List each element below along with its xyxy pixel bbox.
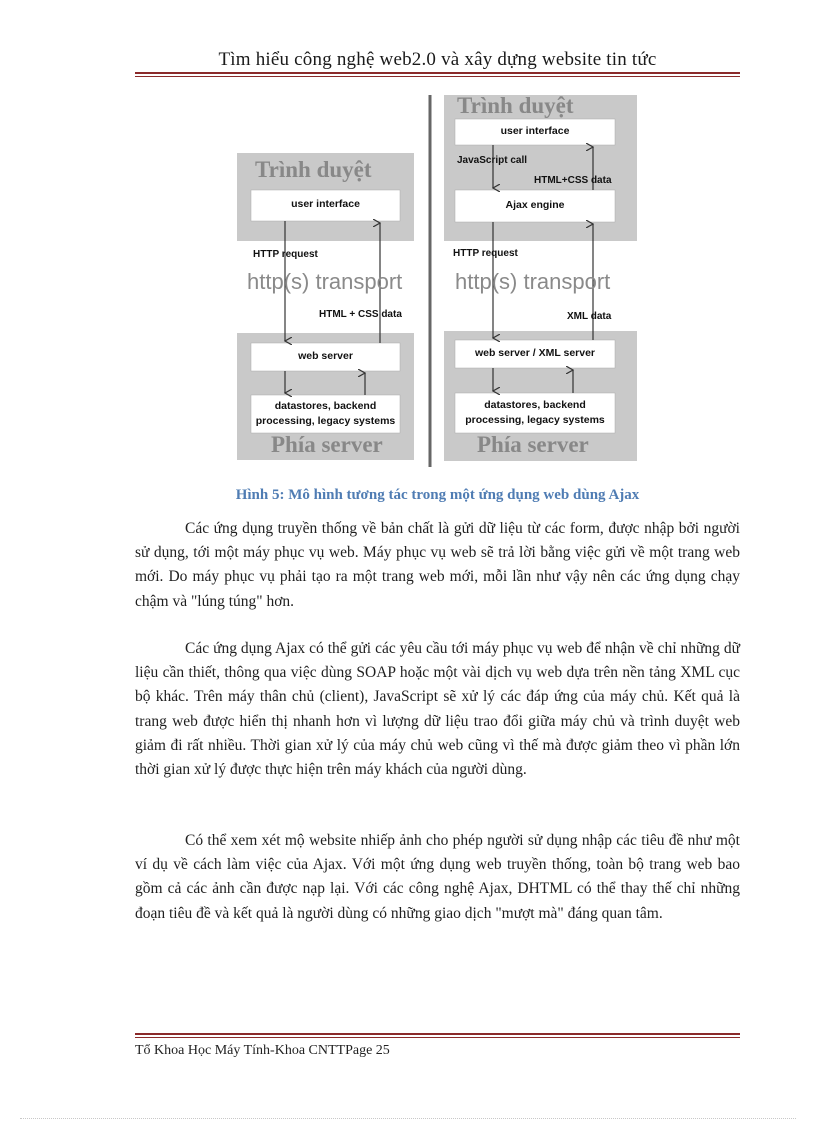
right-xml-label: XML data <box>567 311 612 322</box>
right-request-label: HTTP request <box>453 248 518 259</box>
left-request-label: HTTP request <box>253 249 318 260</box>
right-browser-label: Trình duyệt <box>457 93 574 118</box>
left-response-label: HTML + CSS data <box>319 309 402 320</box>
paragraph-1: Các ứng dụng truyền thống về bản chất là gửi dữ liệu từ các form, được nhập bởi người sử dụng, tới một máy phục vụ web. Máy phục vụ web sẽ trả lời bằng việc gửi về một trang web mới. Do máy phục vụ phải tạo ra một trang web mới, mỗi lần như vậy nên các ứng dụng chạy chậm và "lúng túng" hơn. <box>135 520 740 610</box>
right-ajax-engine-label: Ajax engine <box>505 199 565 211</box>
right-datastores-line2: processing, legacy systems <box>465 414 605 426</box>
left-transport-label: http(s) transport <box>247 269 403 294</box>
left-datastores-line2: processing, legacy systems <box>255 415 396 427</box>
right-html-css-label: HTML+CSS data <box>534 175 612 186</box>
left-webserver-label: web server <box>298 350 353 362</box>
left-browser-label: Trình duyệt <box>255 157 372 182</box>
ajax-model-diagram <box>237 95 637 467</box>
footer-rule <box>135 1033 740 1038</box>
page-header-title: Tìm hiểu công nghệ web2.0 và xây dựng website tin tức <box>218 49 657 70</box>
paragraph-3: Có thể xem xét mộ website nhiếp ảnh cho phép người sử dụng nhập các tiêu đề như một ví dụ về cách làm việc của Ajax. Với một ứng dụng web truyền thống, toàn bộ trang web bao gồm cả các ảnh cần được nạp lại. Với các công nghệ Ajax, DHTML có thể thay thế chỉ những đoạn tiêu đề và kết quả là người dùng có những giao dịch "mượt mà" đáng quan tâm. <box>135 832 740 922</box>
paragraph-2: Các ứng dụng Ajax có thể gửi các yêu cầu tới máy phục vụ web để nhận về chỉ những dữ liệu cần thiết, thông qua việc dùng SOAP hoặc một vài dịch vụ web dựa trên nền tảng XML cục bộ khác. Trên máy thân chủ (client), JavaScript sẽ xử lý các đáp ứng của máy chủ. Kết quả là trang web được hiển thị nhanh hơn vì lượng dữ liệu trao đổi giữa máy chủ và trình duyệt web giảm đi rất nhiều. Thời gian xử lý của máy chủ web cũng vì thế mà được giảm theo vì phần lớn thời gian xử lý được thực hiện trên máy khách của người dùng. <box>135 640 740 779</box>
right-ui-label: user interface <box>500 125 570 137</box>
page-bottom-dotted-line <box>20 1118 796 1119</box>
header-rule <box>135 72 740 77</box>
left-ui-label: user interface <box>291 198 360 210</box>
right-js-call-label: JavaScript call <box>457 155 528 166</box>
right-transport-label: http(s) transport <box>455 269 611 294</box>
right-server-label: Phía server <box>477 432 589 457</box>
right-datastores-line1: datastores, backend <box>484 399 586 411</box>
footer-text: Tổ Khoa Học Máy Tính-Khoa CNTTPage 25 <box>135 1043 390 1058</box>
left-datastores-line1: datastores, backend <box>274 400 377 412</box>
right-webserver-label: web server / XML server <box>474 347 596 359</box>
left-server-label: Phía server <box>271 432 383 457</box>
figure-caption: Hình 5: Mô hình tương tác trong một ứng dụng web dùng Ajax <box>235 487 640 503</box>
